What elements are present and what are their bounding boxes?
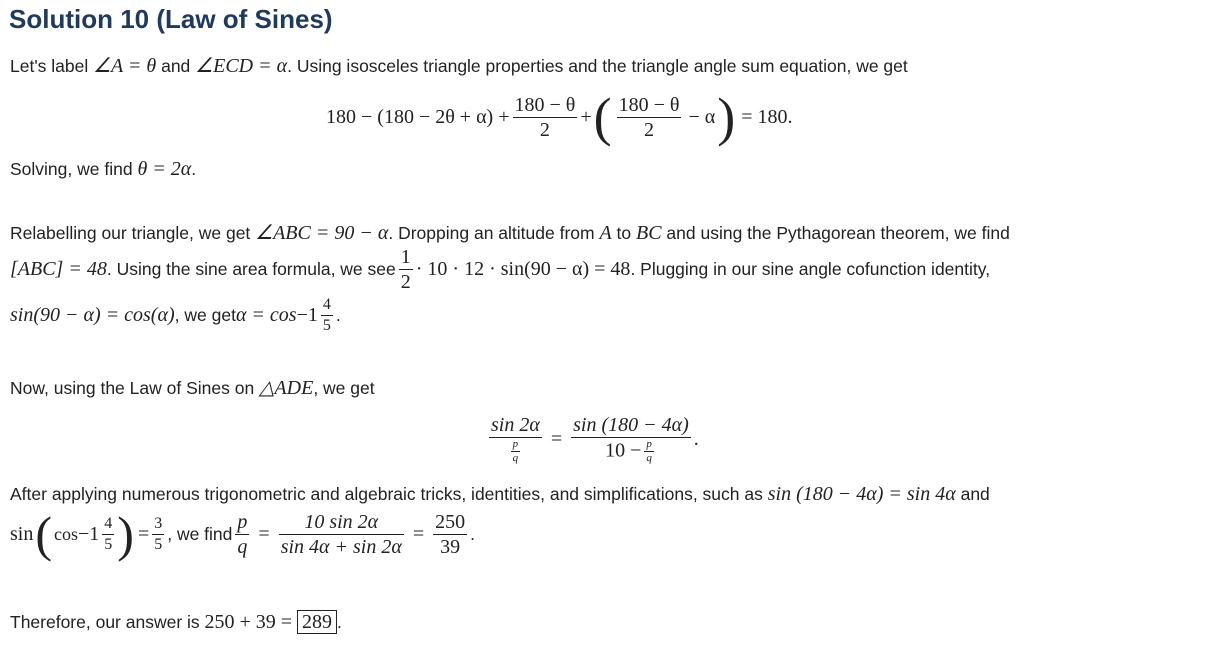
fraction-three-fifths — [152, 514, 164, 553]
right-paren: ) — [717, 87, 736, 147]
text: . Dropping an altitude from — [388, 223, 600, 243]
superscript: −1 — [296, 303, 318, 326]
denominator: 5 — [104, 535, 113, 553]
text: and using the Pythagorean theorem, we find — [661, 223, 1010, 243]
text: and — [156, 56, 196, 76]
equation-angle-sum — [326, 86, 793, 148]
math-point-a: A — [599, 222, 612, 244]
text: , we get — [313, 378, 375, 398]
numerator: 10 sin 2α — [279, 510, 404, 535]
minus-alpha: − α — [688, 105, 716, 128]
numerator: 1 — [400, 245, 411, 268]
text: After applying numerous trigonometric and algebraic tricks, identities, and simplifications, such as — [10, 484, 768, 504]
denominator: 39 — [440, 535, 461, 558]
denominator: 2 — [539, 118, 550, 141]
denominator — [489, 438, 542, 465]
denominator: q — [646, 452, 652, 464]
math-identity: sin (180 − 4α) = sin 4α — [767, 483, 956, 505]
right-paren: ) — [117, 506, 134, 562]
numerator: sin (180 − 4α) — [573, 413, 689, 436]
math-angle-a: ∠A = θ — [93, 55, 157, 77]
paragraph-answer — [10, 611, 342, 634]
page-title: Solution 10 (Law of Sines) — [9, 4, 333, 34]
fraction-p-over-q — [235, 510, 249, 559]
fraction — [513, 93, 578, 142]
math-sum: 250 + 39 = — [204, 611, 293, 633]
plus-sign: + — [580, 105, 592, 128]
math-theta: θ = 2α — [137, 158, 192, 180]
paragraph-relabel — [10, 220, 1010, 245]
answer-box: 289 — [297, 610, 337, 634]
text: . — [335, 304, 341, 325]
text: , we find — [167, 523, 233, 544]
numerator: 180 − θ — [618, 93, 680, 116]
text: Let's label — [10, 56, 94, 76]
numerator: 180 − θ — [514, 93, 576, 116]
paragraph-solve — [10, 158, 196, 181]
denominator-text: 10 − — [605, 439, 642, 462]
fraction-four-fifths — [321, 295, 333, 334]
fraction-p-over-q — [644, 438, 654, 465]
numerator: 3 — [152, 514, 164, 534]
numerator: 4 — [321, 295, 333, 315]
numerator: p — [511, 438, 521, 452]
eq-rhs: = 180. — [741, 105, 793, 128]
denominator: sin 4α + sin 2α — [280, 535, 402, 558]
eq-lhs: 180 − (180 − 2θ + α) + — [326, 105, 510, 128]
period: . — [336, 612, 342, 632]
math-alpha: α = cos — [235, 303, 297, 326]
math-sine-area: · 10 · 12 · sin(90 − α) = 48 — [415, 257, 631, 280]
left-paren: ( — [593, 87, 612, 147]
text: Now, using the Law of Sines on — [10, 378, 260, 398]
denominator: q — [512, 452, 519, 464]
math-triangle-ade: △ADE — [259, 377, 314, 399]
numerator: 250 — [435, 510, 466, 533]
denominator: q — [237, 535, 248, 558]
fraction-four-fifths — [102, 514, 114, 553]
denominator: 2 — [400, 270, 411, 293]
paragraph-result — [10, 505, 475, 563]
equals-sign: = — [137, 522, 150, 545]
left-paren: ( — [35, 506, 52, 562]
fraction-answer — [433, 510, 467, 559]
text: . Plugging in our sine angle cofunction identity, — [630, 258, 991, 279]
paragraph-simplify — [10, 483, 990, 506]
equals-sign: = — [550, 427, 563, 450]
text: . Using the sine area formula, we see — [106, 258, 396, 279]
text: Therefore, our answer is — [10, 612, 205, 632]
numerator: sin 2α — [491, 413, 540, 436]
math-segment-bc: BC — [636, 222, 662, 244]
numerator: p — [644, 438, 654, 452]
paragraph-cofunction — [10, 290, 341, 340]
text: and — [955, 484, 990, 504]
math-area: [ABC] = 48 — [10, 257, 107, 280]
math-identity: sin(90 − α) = cos(α) — [10, 303, 175, 326]
fraction-left — [489, 413, 542, 465]
math-sin: sin — [10, 522, 34, 545]
text: Solving, we find — [10, 159, 138, 179]
text: . Using isosceles triangle properties and the triangle angle sum equation, we get — [287, 56, 908, 76]
fraction — [617, 93, 682, 142]
text: . — [191, 159, 197, 179]
numerator: 4 — [102, 514, 114, 534]
period: . — [693, 427, 699, 450]
numerator: p — [237, 510, 248, 533]
math-angle-ecd: ∠ECD = α — [195, 55, 288, 77]
denominator — [571, 438, 691, 465]
equals-sign: = — [412, 522, 425, 545]
math-cos: cos — [54, 523, 78, 544]
superscript: −1 — [78, 522, 100, 545]
fraction-sine-ratio — [279, 510, 404, 559]
math-angle-abc: ∠ABC = 90 − α — [255, 222, 389, 244]
fraction-half — [399, 245, 413, 294]
paragraph-intro — [10, 53, 908, 78]
paragraph-area — [10, 244, 990, 294]
denominator: 2 — [644, 118, 655, 141]
fraction-right — [571, 413, 691, 465]
text: to — [611, 223, 636, 243]
text: , we get — [174, 304, 236, 325]
paragraph-law-of-sines — [10, 375, 375, 400]
period: . — [470, 523, 476, 544]
denominator: 5 — [154, 535, 163, 553]
equation-law-of-sines — [486, 404, 699, 474]
fraction-p-over-q — [511, 438, 521, 465]
text: Relabelling our triangle, we get — [10, 223, 256, 243]
equals-sign: = — [258, 522, 270, 545]
denominator: 5 — [322, 316, 331, 334]
